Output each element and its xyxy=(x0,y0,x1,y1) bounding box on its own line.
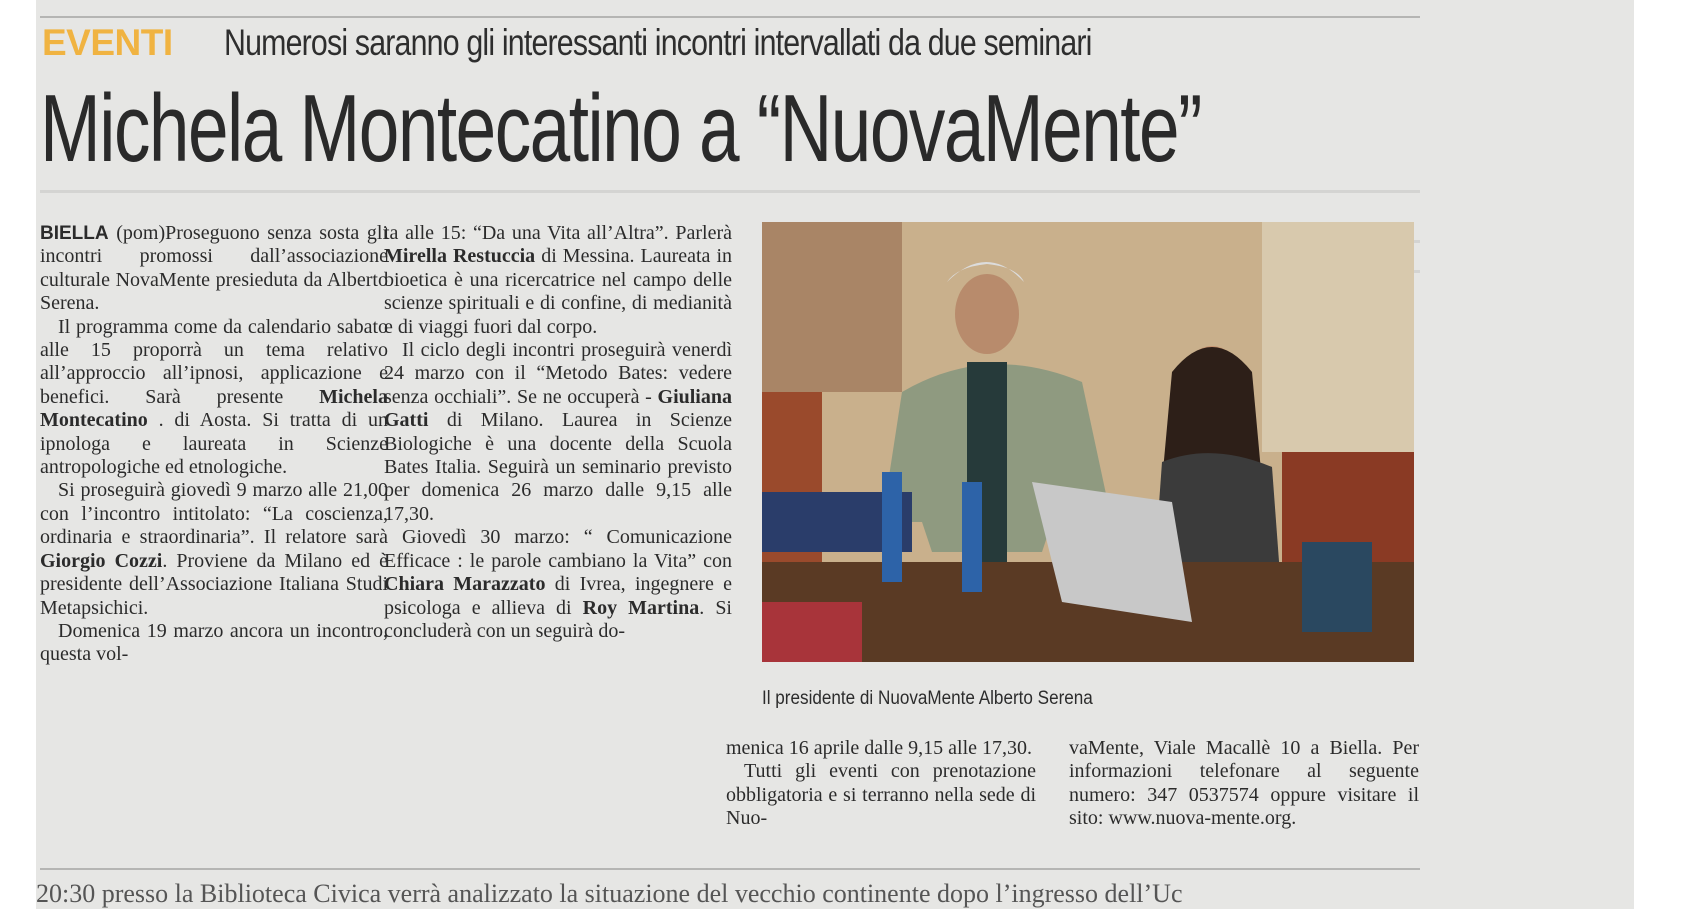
paragraph xyxy=(40,479,388,619)
byline: (pom) xyxy=(116,222,166,244)
top-rule xyxy=(40,16,1420,18)
bleed-through-line xyxy=(40,190,1420,193)
article-column-4 xyxy=(1069,737,1419,831)
paragraph-text: di Messina. Laureata in bioetica è una ricercatrice nel campo delle scienze spirituali e di confine, di medianità e di viaggi fuori dal corpo. xyxy=(384,245,732,338)
scan-margin-left xyxy=(0,0,36,909)
paragraph-text: Il ciclo degli incontri proseguirà venerdì 24 marzo con il “Metodo Bates: vedere senza occhiali”. Se ne occuperà - xyxy=(384,339,732,408)
section-kicker: EVENTI xyxy=(42,22,173,63)
paragraph: vaMente, Viale Macallè 10 a Biella. Per informazioni telefonare al seguente numero: 347 0537574 oppure visitare il sito: www.nuova-mente.org. xyxy=(1069,737,1419,830)
paragraph: menica 16 aprile dalle 9,15 alle 17,30. xyxy=(726,737,1033,759)
dateline: BIELLA xyxy=(40,223,109,244)
article-photo xyxy=(762,222,1414,662)
paragraph xyxy=(384,526,732,643)
paragraph: Tutti gli eventi con prenotazione obbligatoria e si terranno nella sede di Nuo- xyxy=(726,760,1036,830)
scan-margin-right xyxy=(1634,0,1700,909)
paragraph xyxy=(384,222,732,339)
speaker-name: Roy Martina xyxy=(582,596,700,619)
article-column-3 xyxy=(726,737,1036,831)
article-column-1 xyxy=(40,222,388,667)
paragraph xyxy=(384,339,732,526)
article-column-2 xyxy=(384,222,732,643)
paragraph-text: Giovedì 30 marzo: “ Comunicazione Efficace : le parole cambiano la Vita” con xyxy=(384,526,732,572)
speaker-name: Giorgio Cozzi xyxy=(40,549,163,572)
speaker-name: Michela Montecatino xyxy=(40,385,388,432)
paragraph-text: . di Aosta. Si tratta di un ipnologa e laureata in Scienze antropologiche ed etnologiche. xyxy=(40,409,388,479)
photo-illustration xyxy=(762,222,1414,662)
paragraph-text: ta alle 15: “Da una Vita all’Altra”. Parlerà xyxy=(384,222,732,244)
paragraph-text: di Ivrea, ingegnere e psicologa e allieva di xyxy=(384,573,732,619)
paragraph: Domenica 19 marzo ancora un incontro, questa vol- xyxy=(40,619,388,666)
paragraph-text: Il programma come da calendario sabato alle 15 proporrà un tema relativo all’approccio all’ipnosi, applicazione e benefici. Sarà presente xyxy=(40,315,388,408)
article-headline: Michela Montecatino a “NuovaMente” xyxy=(40,75,1201,182)
paragraph-text: Si proseguirà giovedì 9 marzo alle 21,00 con l’incontro intitolato: “La coscienza, ordinaria e straordinaria”. Il relatore sarà xyxy=(40,479,388,549)
bottom-rule xyxy=(40,868,1420,870)
speaker-name: Giuliana Gatti xyxy=(384,385,732,432)
paragraph-text: . Proviene da Milano ed è presidente dell’Associazione Italiana Studi Metapsichici. xyxy=(40,549,388,619)
paragraph-text: Proseguono senza sosta gli incontri promossi dall’associazione culturale NovaMente presieduta da Alberto Serena. xyxy=(40,222,388,315)
next-article-cut-text: 20:30 presso la Biblioteca Civica verrà analizzato la situazione del vecchio continente dopo l’ingresso dell’Uc xyxy=(36,879,1183,908)
speaker-name: Chiara Marazzato xyxy=(384,573,546,596)
paragraph-text: . Si concluderà con un seguirà do- xyxy=(384,596,732,642)
paragraph-text: di Milano. Laurea in Scienze Biologiche è una docente della Scuola Bates Italia. Seguirà un seminario previsto per domenica 26 marzo dalle 9,15 alle 17,30. xyxy=(384,409,732,525)
speaker-name: Mirella Restuccia xyxy=(384,245,536,268)
article-subtitle: Numerosi saranno gli interessanti incontri intervallati da due seminari xyxy=(224,22,1092,63)
paragraph xyxy=(40,222,388,316)
paragraph xyxy=(40,316,388,480)
photo-caption: Il presidente di NuovaMente Alberto Serena xyxy=(762,688,1093,709)
